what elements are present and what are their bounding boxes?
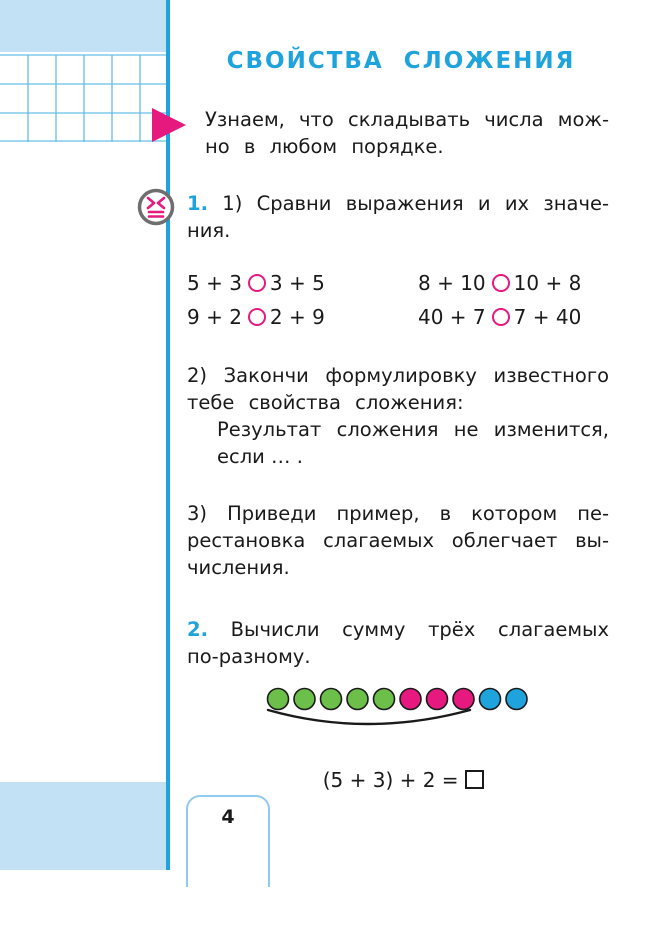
pink-triangle-pointer-icon bbox=[150, 106, 188, 144]
bead-green bbox=[294, 689, 315, 710]
expression-left: 40 + 7 bbox=[418, 305, 486, 329]
expression-right: 3 + 5 bbox=[269, 271, 325, 295]
page-number: 4 bbox=[221, 806, 235, 828]
compare-circle[interactable] bbox=[492, 274, 510, 292]
task2-line-2: по-разному. bbox=[187, 645, 311, 668]
expression-left: 8 + 10 bbox=[418, 271, 486, 295]
bead-green bbox=[321, 689, 342, 710]
task1-part3 bbox=[187, 500, 609, 581]
task1-part3-line-1: 3) Приведи пример, в котором пе- bbox=[187, 502, 609, 525]
equation-text: (5 + 3) + 2 = bbox=[322, 768, 459, 792]
expression-row bbox=[187, 300, 325, 334]
task1-part1-line-1: 1) Сравни выражения и их значе- bbox=[222, 192, 610, 215]
task2-equation bbox=[310, 744, 484, 792]
compare-circle[interactable] bbox=[248, 274, 266, 292]
margin-strip-white bbox=[0, 52, 166, 782]
compare-circle[interactable] bbox=[492, 308, 510, 326]
task1-part2-line-2: тебе свойства сложения: bbox=[187, 391, 464, 414]
task1-part3-line-2: рестановка слагаемых облегчает вы- bbox=[187, 529, 609, 552]
task1-part2-line-3: Результат сложения не изменится, bbox=[217, 418, 609, 441]
task1-number: 1. bbox=[187, 192, 208, 215]
expression-row bbox=[187, 266, 325, 300]
expression-row bbox=[418, 300, 581, 334]
task1-part1 bbox=[187, 190, 609, 244]
task2-number: 2. bbox=[187, 618, 208, 641]
answer-box[interactable] bbox=[465, 770, 484, 789]
expression-left: 9 + 2 bbox=[187, 305, 242, 329]
bead-magenta bbox=[427, 689, 448, 710]
intro-text bbox=[205, 106, 609, 160]
task1-part1-line-2: ния. bbox=[187, 219, 231, 242]
task2 bbox=[187, 616, 609, 670]
bead-blue bbox=[480, 689, 501, 710]
bead-magenta bbox=[453, 689, 474, 710]
expression-right: 2 + 9 bbox=[269, 305, 325, 329]
intro-line-2: но в любом порядке. bbox=[205, 135, 444, 158]
bead-green bbox=[347, 689, 368, 710]
bead-magenta bbox=[400, 689, 421, 710]
expression-right: 10 + 8 bbox=[513, 271, 582, 295]
intro-line-1: Узнаем, что складывать числа мож- bbox=[205, 108, 609, 131]
task1-part2 bbox=[187, 362, 609, 470]
expression-right: 7 + 40 bbox=[513, 305, 582, 329]
task1-part2-line-4: если … . bbox=[217, 445, 303, 468]
bead-green bbox=[268, 689, 289, 710]
task1-part3-line-3: числения. bbox=[187, 556, 290, 579]
bead-blue bbox=[506, 689, 527, 710]
compare-icon bbox=[136, 187, 176, 227]
page-title: СВОЙСТВА СЛОЖЕНИЯ bbox=[226, 48, 576, 74]
bead-green bbox=[374, 689, 395, 710]
grid-cells bbox=[0, 52, 166, 142]
task1-part2-line-1: 2) Закончи формулировку известного bbox=[187, 364, 609, 387]
expression-row bbox=[418, 266, 581, 300]
beads-illustration bbox=[262, 684, 538, 730]
task2-line-1: Вычисли сумму трёх слагаемых bbox=[230, 618, 609, 641]
expression-left: 5 + 3 bbox=[187, 271, 242, 295]
compare-circle[interactable] bbox=[248, 308, 266, 326]
